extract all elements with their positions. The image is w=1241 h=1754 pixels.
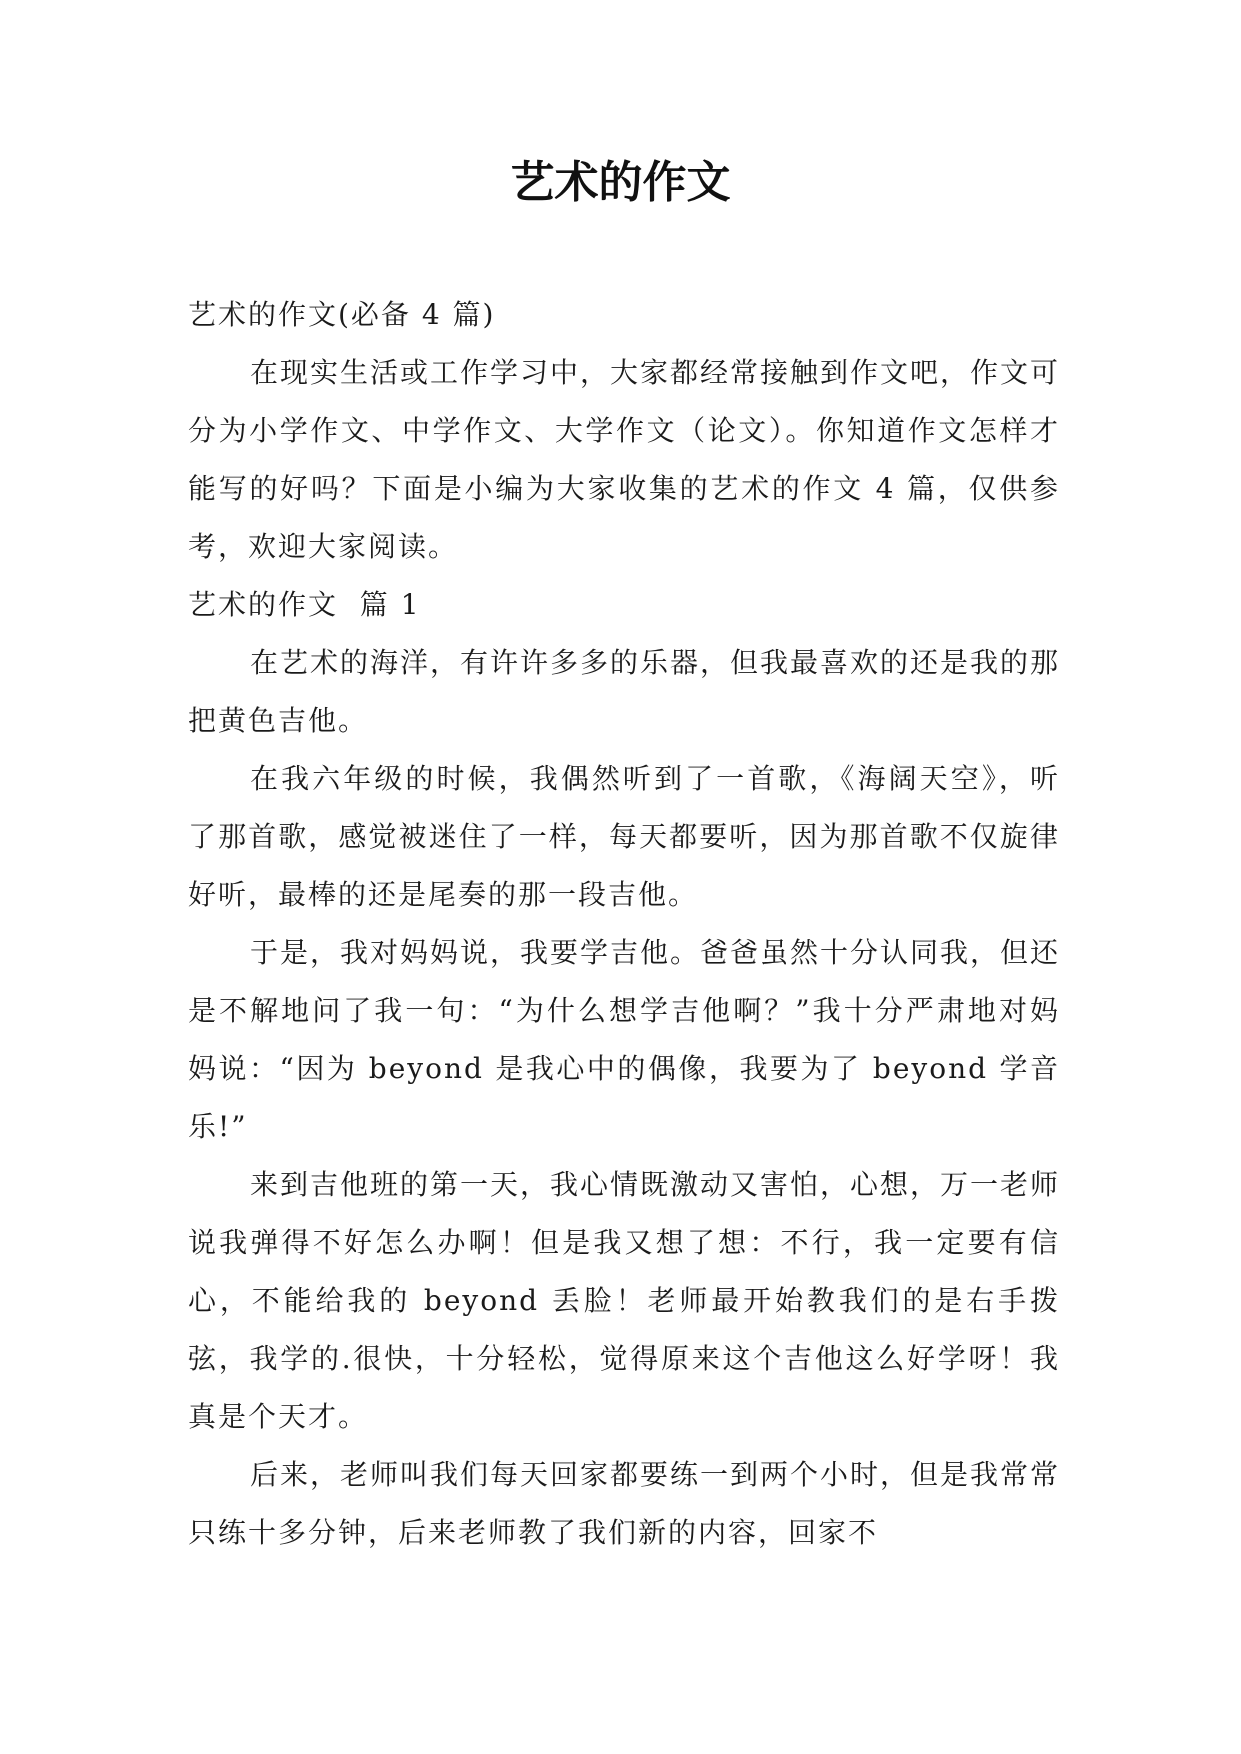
document-subtitle: 艺术的作文(必备 4 篇) (188, 298, 496, 331)
document-title: 艺术的作文 (510, 157, 731, 208)
document-body (188, 286, 1060, 1562)
section-heading: 艺术的作文 篇 1 (188, 588, 421, 621)
body-paragraph: 来到吉他班的第一天，我心情既激动又害怕，心想，万一老师说我弹得不好怎么办啊！但是我又想了想：不行，我一定要有信心，不能给我的 beyond 丢脸！老师最开始教我们的是右手拨弦，我学的.很快，十分轻松，觉得原来这个吉他这么好学呀！我真是个天才。 (188, 1168, 1061, 1433)
body-paragraph: 在艺术的海洋，有许许多多的乐器，但我最喜欢的还是我的那把黄色吉他。 (188, 646, 1061, 737)
body-paragraph: 后来，老师叫我们每天回家都要练一到两个小时，但是我常常只练十多分钟，后来老师教了我们新的内容，回家不 (188, 1458, 1061, 1549)
body-paragraph: 在我六年级的时候，我偶然听到了一首歌，《海阔天空》，听了那首歌，感觉被迷住了一样，每天都要听，因为那首歌不仅旋律好听，最棒的还是尾奏的那一段吉他。 (188, 762, 1060, 911)
body-paragraph: 于是，我对妈妈说，我要学吉他。爸爸虽然十分认同我，但还是不解地问了我一句：“为什么想学吉他啊？”我十分严肃地对妈妈说：“因为 beyond 是我心中的偶像，我要为了 beyond 学音乐!” (188, 936, 1061, 1143)
intro-paragraph: 在现实生活或工作学习中，大家都经常接触到作文吧，作文可分为小学作文、中学作文、大学作文（论文）。你知道作文怎样才能写的好吗？下面是小编为大家收集的艺术的作文 4 篇，仅供参考，欢迎大家阅读。 (188, 356, 1061, 563)
